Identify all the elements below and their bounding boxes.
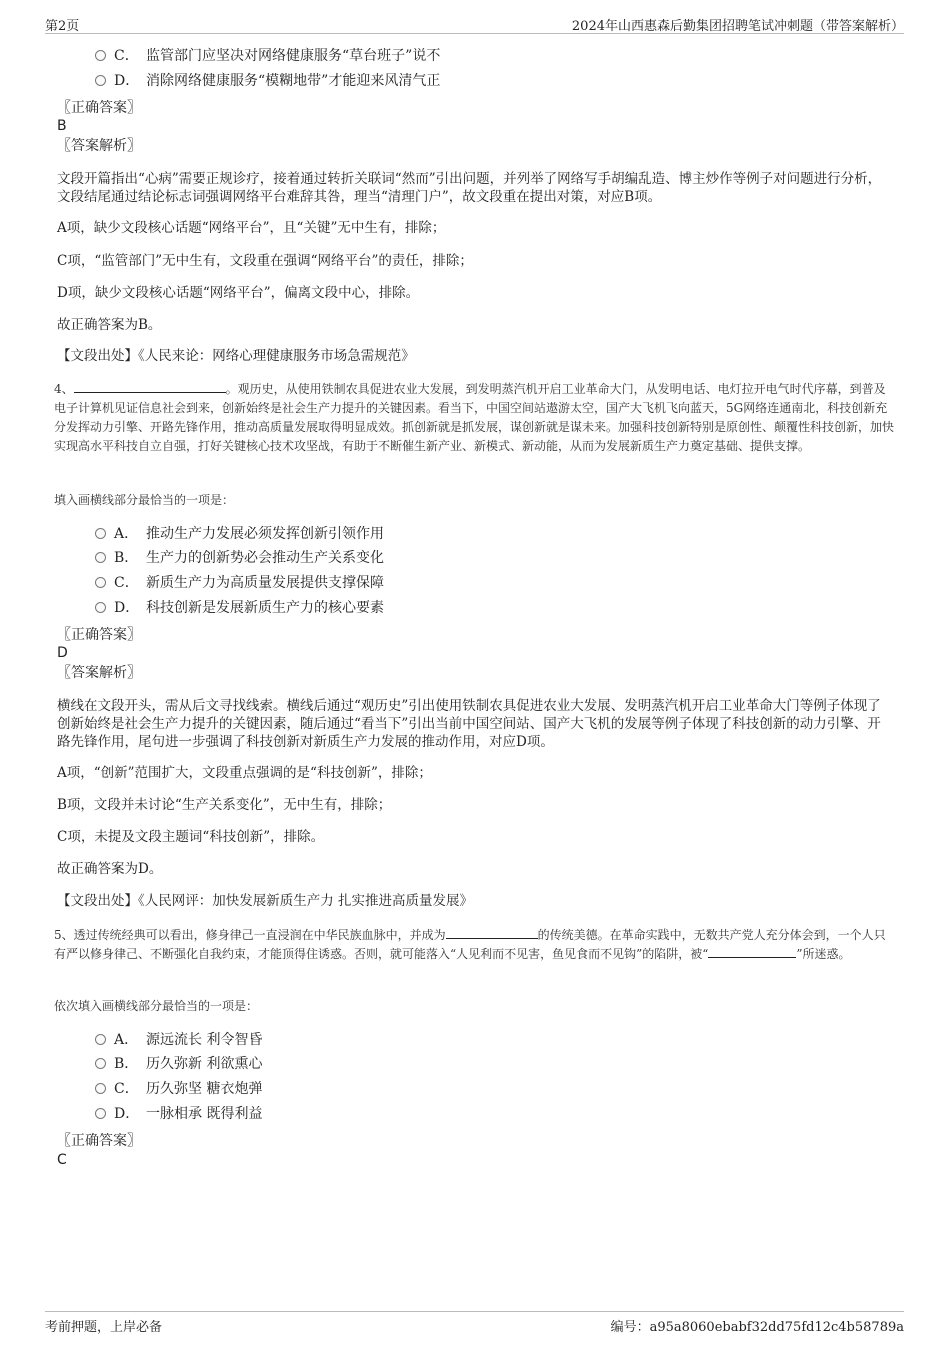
q3-analysis-a: A项，缺少文段核心话题“网络平台”，且“关键”无中生有，排除； (57, 220, 446, 236)
q5-option-b[interactable]: B． 历久弥新 利欲熏心 (95, 1054, 262, 1074)
radio-icon[interactable] (95, 1034, 106, 1045)
q3-analysis-label: 〖答案解析〗 (57, 138, 141, 154)
q4-analysis-b: B项，文段并未讨论“生产关系变化”，无中生有，排除； (57, 797, 392, 813)
q5-prompt: 依次填入画横线部分最恰当的一项是： (54, 999, 259, 1013)
header-divider (45, 33, 904, 34)
q5-stem: 5、透过传统经典可以看出，修身律己一直浸润在中华民族血脉中，并成为 的传统美德。在革命实践中，无数共产党人充分体会到，一个人只有严以修身律己、不断强化自我约束，才能顶得住诱惑。否则，就可能落入“人见利而不见害，鱼见食而不见钩”的陷阱，被“ ”所迷惑。 (54, 928, 886, 961)
q4-stem-text: 。观历史，从使用铁制农具促进农业大发展，到发明蒸汽机开启工业革命大门，从发明电话、电灯拉开电气时代序幕，到普及电子计算机见证信息社会到来，创新始终是社会生产力提升的关键因素。看当下，中国空间站遨游太空，国产大飞机飞向蓝天，5G网络连通南北，科技创新充分发挥动力引擎、开路先锋作用，推动高质量发展取得明显成效。抓创新就是抓发展，谋创新就是谋未来。加强科技创新特别是原创性、颠覆性科技创新，加快实现高水平科技自立自强，打好关键核心技术攻坚战，有助于不断催生新产业、新模式、新动能，从而为发展新质生产力奠定基础、提供支撑。 (54, 382, 895, 453)
footer-slogan: 考前押题，上岸必备 (45, 1320, 163, 1335)
radio-icon[interactable] (95, 528, 106, 539)
q5-option-d[interactable]: D． 一脉相承 既得利益 (95, 1104, 262, 1124)
q3-source: 【文段出处】《人民来论：网络心理健康服务市场急需规范》 (57, 348, 415, 364)
document-title: 2024年山西惠森后勤集团招聘笔试冲刺题（带答案解析） (571, 19, 904, 34)
q5-blank-2 (708, 945, 796, 958)
q3-option-d[interactable]: D． 消除网络健康服务“模糊地带”才能迎来风清气正 (95, 71, 440, 91)
q4-analysis: 横线在文段开头，需从后文寻找线索。横线后通过“观历史”引出使用铁制农具促进农业大发展、发明蒸汽机开启工业革命大门等例子体现了创新始终是社会生产力提升的关键因素，随后通过“看当下”引出当前中国空间站、国产大飞机的发展等例子体现了科技创新的动力引擎、开路先锋作用，尾句进一步强调了科技创新对新质生产力发展的推动作用，对应D项。 (57, 698, 881, 750)
q4-option-a[interactable]: A． 推动生产力发展必须发挥创新引领作用 (95, 524, 384, 544)
radio-icon[interactable] (95, 602, 106, 613)
q5-number: 5、 (54, 928, 74, 942)
q3-answer-label: 〖正确答案〗 (57, 100, 141, 116)
footer-divider (45, 1311, 904, 1312)
q4-answer: D (57, 645, 68, 661)
page-number: 第2页 (45, 19, 80, 34)
q4-answer-label: 〖正确答案〗 (57, 627, 141, 643)
q4-option-c[interactable]: C． 新质生产力为高质量发展提供支撑保障 (95, 573, 384, 593)
q4-source: 【文段出处】《人民网评：加快发展新质生产力 扎实推进高质量发展》 (57, 893, 474, 909)
radio-icon[interactable] (95, 552, 106, 563)
q5-blank-1 (446, 926, 538, 939)
q4-blank (74, 380, 226, 393)
q5-option-c[interactable]: C． 历久弥坚 糖衣炮弹 (95, 1079, 262, 1099)
document-id: 编号：a95a8060ebabf32dd75fd12c4b58789a (610, 1320, 904, 1335)
q5-answer-label: 〖正确答案〗 (57, 1133, 141, 1149)
q4-number: 4、 (54, 382, 74, 396)
q3-answer: B (57, 118, 67, 134)
q4-analysis-label: 〖答案解析〗 (57, 665, 141, 681)
q3-analysis-c: C项，“监管部门”无中生有，文段重在强调“网络平台”的责任，排除； (57, 253, 473, 269)
radio-icon[interactable] (95, 577, 106, 588)
radio-icon[interactable] (95, 1058, 106, 1069)
q4-option-d[interactable]: D． 科技创新是发展新质生产力的核心要素 (95, 598, 384, 618)
q3-option-c[interactable]: C． 监管部门应坚决对网络健康服务“草台班子”说不 (95, 46, 440, 66)
q4-prompt: 填入画横线部分最恰当的一项是： (54, 493, 235, 507)
q4-analysis-a: A项，“创新”范围扩大，文段重点强调的是“科技创新”，排除； (57, 765, 432, 781)
q5-answer: C (57, 1152, 67, 1168)
radio-icon[interactable] (95, 75, 106, 86)
radio-icon[interactable] (95, 1083, 106, 1094)
q5-option-a[interactable]: A． 源远流长 利令智昏 (95, 1030, 262, 1050)
q4-option-b[interactable]: B． 生产力的创新势必会推动生产关系变化 (95, 548, 384, 568)
q3-analysis: 文段开篇指出“心病”需要正规诊疗，接着通过转折关联词“然而”引出问题，并列举了网络写手胡编乱造、博主炒作等例子对问题进行分析，文段结尾通过结论标志词强调网络平台难辞其咎，理当“清理门户”，故文段重在提出对策，对应B项。 (57, 171, 882, 205)
q4-analysis-c: C项，未提及文段主题词“科技创新”，排除。 (57, 829, 325, 845)
q3-conclusion: 故正确答案为B。 (57, 317, 162, 333)
radio-icon[interactable] (95, 50, 106, 61)
q3-analysis-d: D项，缺少文段核心话题“网络平台”，偏离文段中心，排除。 (57, 285, 420, 301)
radio-icon[interactable] (95, 1108, 106, 1119)
q4-conclusion: 故正确答案为D。 (57, 861, 163, 877)
q4-stem (54, 380, 896, 456)
